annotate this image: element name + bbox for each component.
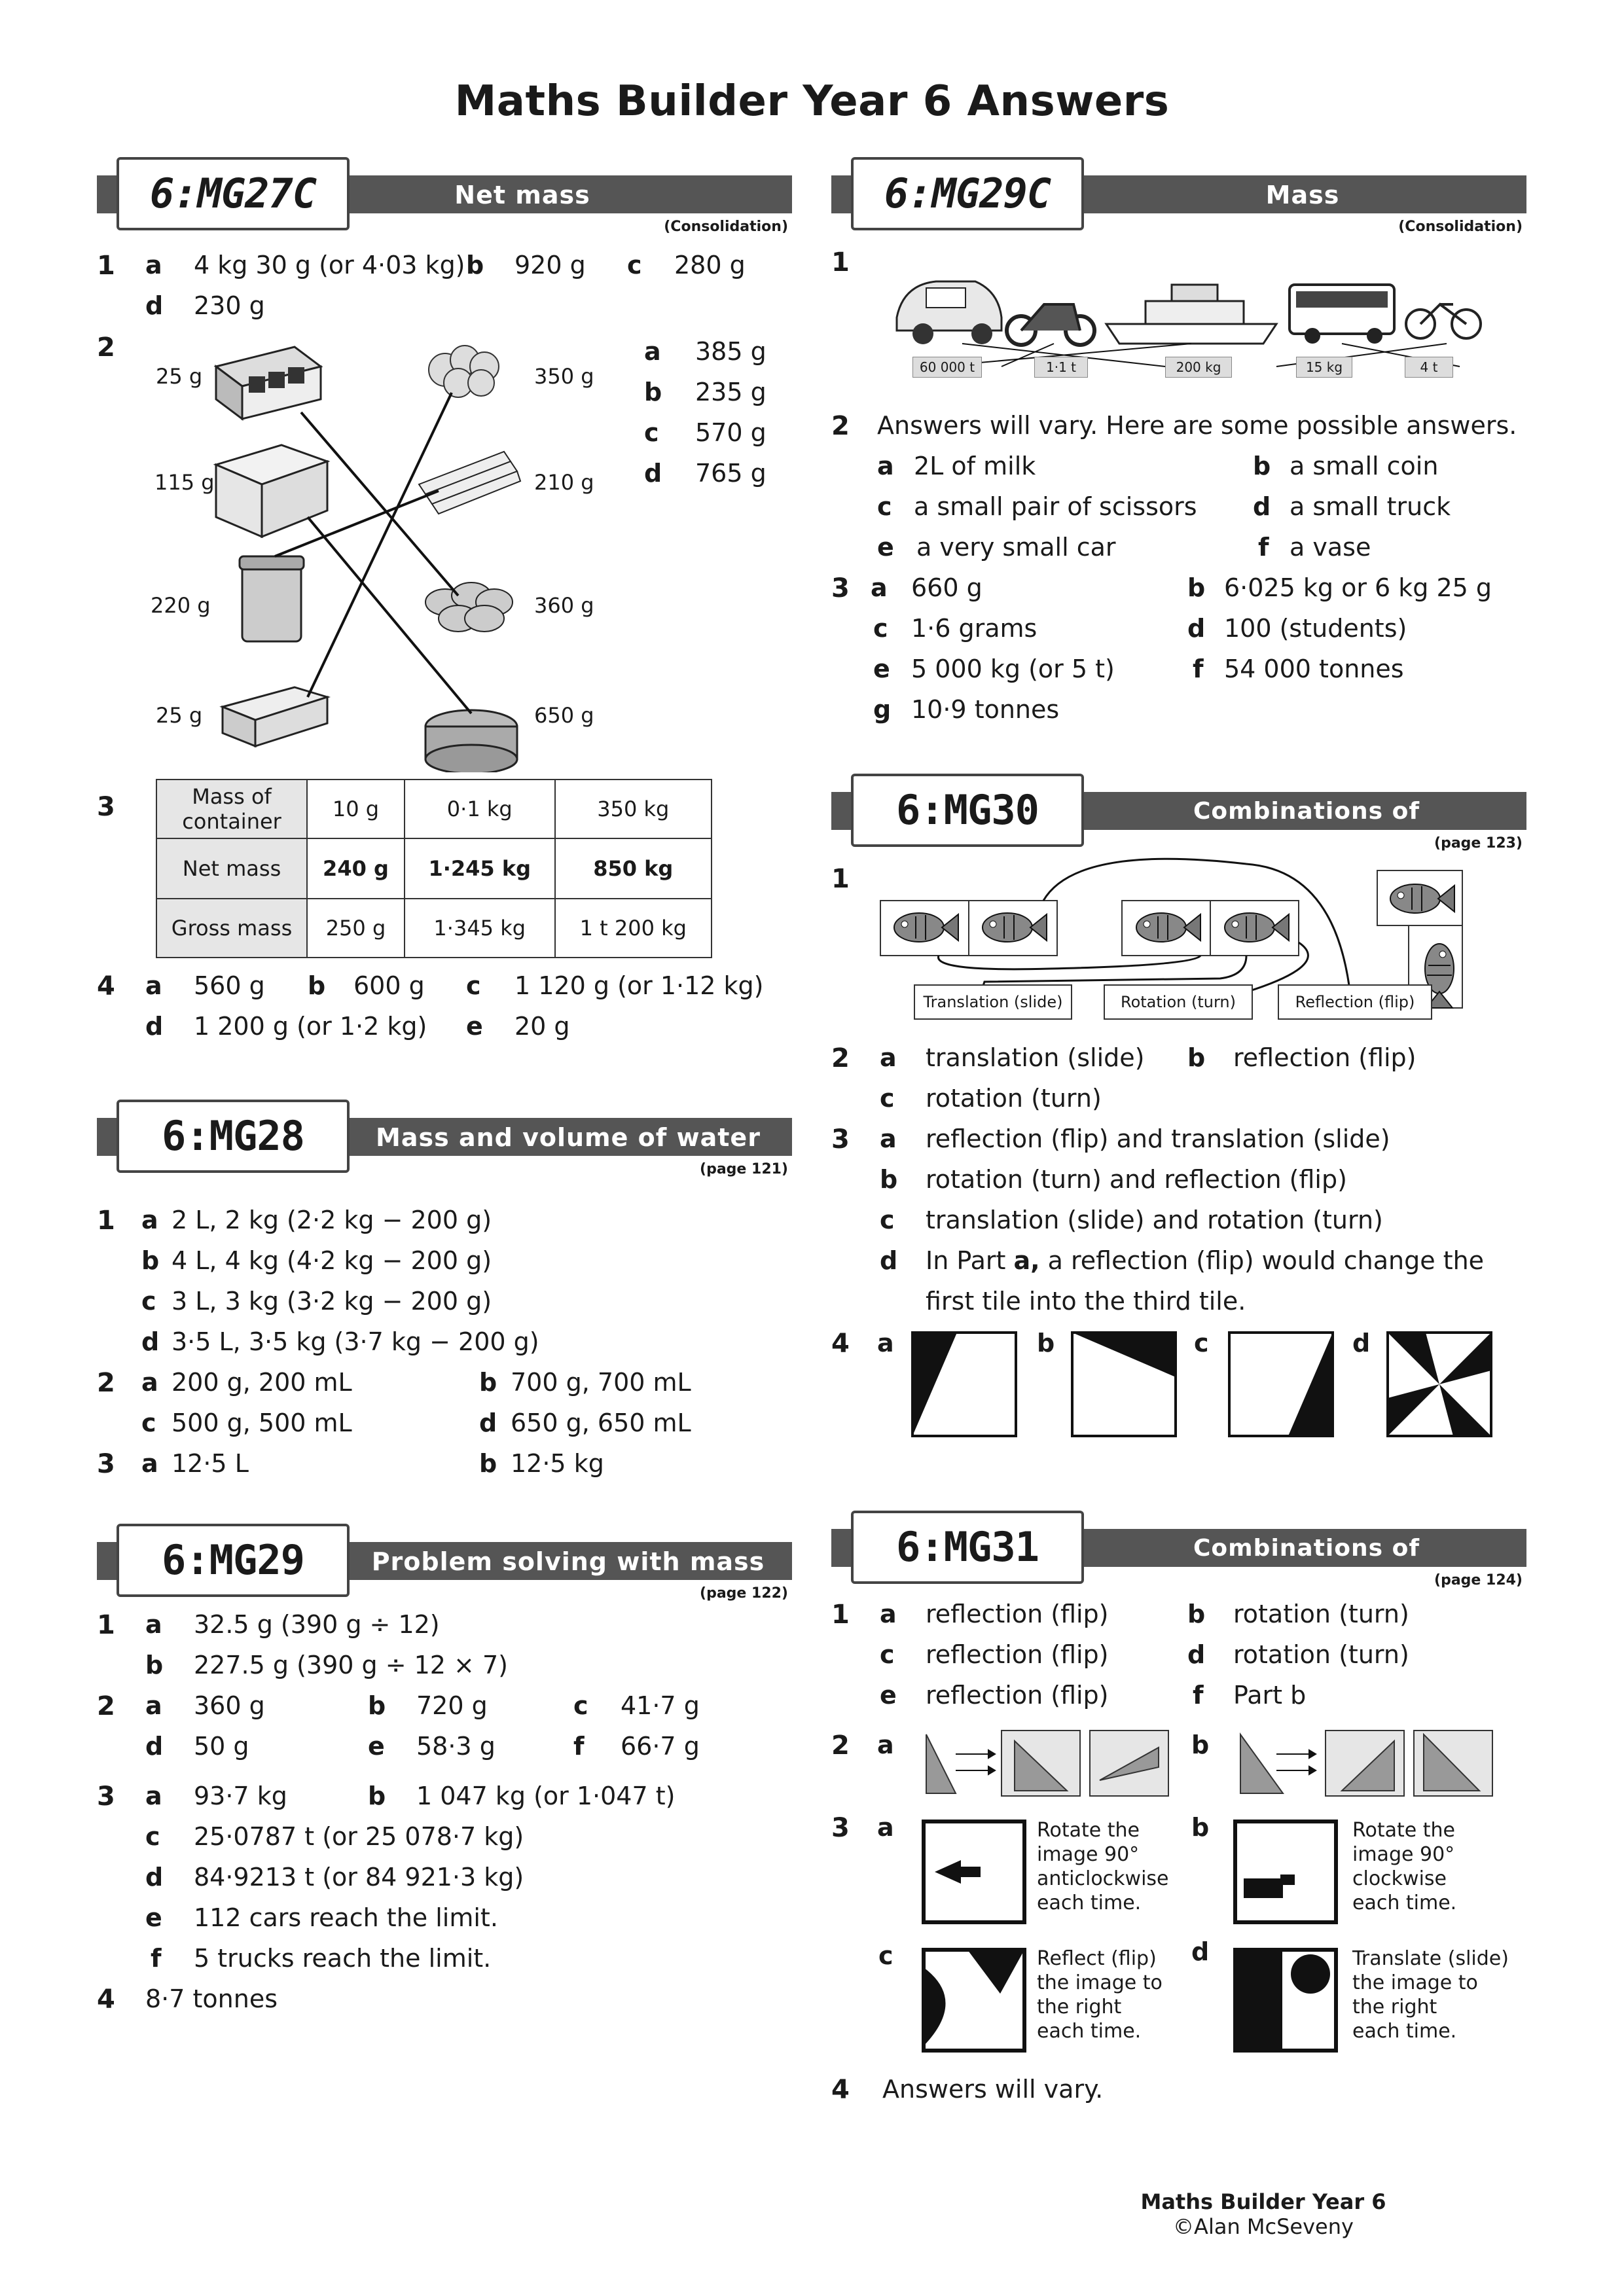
answer-line: b <box>1191 1813 1210 1842</box>
section-header-mg31 <box>831 1511 1526 1598</box>
answer-line: b <box>479 1368 497 1397</box>
section-note: (page 121) <box>700 1161 788 1177</box>
matching-lines <box>275 393 471 713</box>
answer-line: d <box>1253 492 1271 521</box>
matching-diagram <box>196 321 537 772</box>
answer-line: d <box>1187 1640 1206 1669</box>
right-mass-label: 650 g <box>534 703 594 728</box>
section-note: (page 123) <box>1434 835 1523 852</box>
answer-line: c <box>880 1206 895 1234</box>
answer-value: 235 g <box>695 378 767 406</box>
triangle-sequence-a <box>923 1728 1172 1800</box>
cake-box-icon <box>216 445 327 537</box>
table-cell: 850 kg <box>555 838 712 899</box>
answer-value: 385 g <box>695 337 767 366</box>
answer-value: 100 (students) <box>1224 614 1407 643</box>
answer-line: d <box>479 1408 497 1437</box>
answer-line: c <box>145 1822 160 1851</box>
tile-answer-b <box>1071 1331 1177 1437</box>
mass-table <box>156 779 712 958</box>
answer-line: a <box>145 1610 162 1639</box>
question-number: 1 <box>831 864 850 894</box>
answer-value: reflection (flip) <box>1233 1043 1416 1072</box>
answer-line: b <box>368 1782 386 1810</box>
answer-value: rotation (turn) <box>926 1084 1102 1113</box>
answer-value: 500 g, 500 mL <box>171 1408 352 1437</box>
answer-line: e <box>873 655 890 683</box>
question-number: 2 <box>831 411 850 441</box>
table-cell: 10 g <box>307 780 405 838</box>
footer <box>1126 2189 1401 2239</box>
answer-line: f <box>151 1944 162 1973</box>
table-cell: 1 t 200 kg <box>555 899 712 958</box>
answer-line: a <box>880 1043 897 1072</box>
transformation-tag: Translation (slide) <box>914 984 1072 1020</box>
answer-value: 765 g <box>695 459 767 488</box>
section-name: Combinations of transformations <box>1193 1535 1420 1598</box>
row-header: Gross mass <box>156 899 307 958</box>
section-name: Problem solving with mass <box>371 1547 765 1576</box>
answer-value: 200 g, 200 mL <box>171 1368 352 1397</box>
answer-line: a <box>880 1124 897 1153</box>
tile-answer-a <box>911 1331 1017 1437</box>
cake-tin-icon <box>425 710 517 772</box>
answer-value: a vase <box>1290 533 1371 562</box>
answer-line: a <box>141 1368 158 1397</box>
question-number: 2 <box>831 1731 850 1761</box>
answer-line: a <box>871 573 888 602</box>
triangle-sequence-b <box>1237 1728 1499 1800</box>
question-number: 3 <box>831 1813 850 1843</box>
left-mass-label: 25 g <box>156 364 203 389</box>
answer-line: c <box>466 971 481 1000</box>
section-header-mg29c <box>831 157 1526 236</box>
answer-value: 25·0787 t (or 25 078·7 kg) <box>194 1822 524 1851</box>
motorbike-icon <box>1007 304 1094 345</box>
answer-value: 650 g, 650 mL <box>511 1408 691 1437</box>
answer-line: d <box>141 1327 160 1356</box>
question-number: 2 <box>97 1691 115 1721</box>
answer-line: e <box>466 1012 483 1041</box>
answer-value: a very small car <box>916 533 1116 562</box>
answer-value: translation (slide) <box>926 1043 1145 1072</box>
answer-value: 227.5 g (390 g ÷ 12 × 7) <box>194 1651 508 1679</box>
question-number: 1 <box>97 1610 115 1640</box>
answer-line: d <box>145 291 164 320</box>
mass-label: 60 000 t <box>912 357 982 378</box>
answer-line: b <box>479 1449 497 1478</box>
answer-value: 3·5 L, 3·5 kg (3·7 kg − 200 g) <box>171 1327 539 1356</box>
eggs-icon <box>425 583 513 632</box>
mass-label: 200 kg <box>1165 357 1232 378</box>
answer-line: b <box>1253 452 1271 480</box>
answer-line: b <box>1187 573 1206 602</box>
section-note: (Consolidation) <box>664 219 788 235</box>
question-number: 3 <box>831 573 850 603</box>
answer-value: 700 g, 700 mL <box>511 1368 691 1397</box>
bus-icon <box>1290 285 1394 344</box>
section-name: Net mass <box>454 181 590 209</box>
answer-value: 280 g <box>674 251 746 279</box>
jar-icon <box>240 556 304 641</box>
section-code: 6:MG27C <box>117 157 350 230</box>
section-header-mg27c <box>97 157 792 236</box>
question-number: 3 <box>97 792 115 822</box>
section-note: (Consolidation) <box>1398 219 1523 235</box>
answer-intro: Answers will vary. Here are some possible answers. <box>877 411 1517 440</box>
answer-line: d <box>145 1012 164 1041</box>
answer-value: 5 000 kg (or 5 t) <box>911 655 1115 683</box>
answer-line: b <box>308 971 326 1000</box>
footer-copyright: ©Alan McSeveny <box>1173 2214 1354 2239</box>
answer-line: a <box>877 1813 894 1842</box>
answer-value: 41·7 g <box>621 1691 700 1720</box>
answer-line: a <box>145 251 162 279</box>
answer-value: 54 000 tonnes <box>1224 655 1404 683</box>
answer-value: a small truck <box>1290 492 1451 521</box>
table-cell: 240 g <box>307 838 405 899</box>
rotation-tile-b <box>1233 1820 1338 1924</box>
answer-line: b <box>1187 1043 1206 1072</box>
answer-value: rotation (turn) and reflection (flip) <box>926 1165 1347 1194</box>
instruction-text: Rotate the image 90° clockwise each time. <box>1352 1819 1457 1914</box>
section-note: (page 124) <box>1434 1572 1523 1588</box>
answer-line: c <box>873 614 888 643</box>
question-number: 1 <box>97 251 115 281</box>
right-mass-label: 350 g <box>534 364 594 389</box>
question-number: 1 <box>97 1206 115 1236</box>
answer-value: 112 cars reach the limit. <box>194 1903 498 1932</box>
answer-value: reflection (flip) <box>926 1600 1109 1628</box>
answer-line: b <box>141 1246 160 1275</box>
answer-line: e <box>368 1732 385 1761</box>
mass-label: 4 t <box>1405 357 1453 378</box>
section-code: 6:MG29 <box>117 1524 350 1597</box>
answer-line: e <box>877 533 894 562</box>
answer-value: 8·7 tonnes <box>145 1984 278 2013</box>
answer-value: Answers will vary. <box>882 2075 1104 2104</box>
instruction-text: Translate (slide) the image to the right each time. <box>1352 1947 1509 2043</box>
muesli-bars-icon <box>419 452 520 514</box>
answer-value: translation (slide) and rotation (turn) <box>926 1206 1383 1234</box>
answer-value: first tile into the third tile. <box>926 1287 1246 1316</box>
answer-line: b <box>1191 1731 1210 1759</box>
table-cell: 1·245 kg <box>405 838 555 899</box>
question-number: 4 <box>97 1984 115 2015</box>
answer-value: 920 g <box>514 251 586 279</box>
question-number: 4 <box>831 2075 850 2105</box>
muesli-box-icon <box>223 687 327 746</box>
answer-value: 1 047 kg (or 1·047 t) <box>416 1782 676 1810</box>
answer-line: d <box>1187 614 1206 643</box>
answer-line: d <box>644 459 662 488</box>
answer-value: 84·9213 t (or 84 921·3 kg) <box>194 1863 524 1892</box>
section-code: 6:MG29C <box>851 157 1084 230</box>
answer-value: 4 kg 30 g (or 4·03 kg) <box>194 251 465 279</box>
section-code: 6:MG28 <box>117 1100 350 1173</box>
answer-value: 93·7 kg <box>194 1782 287 1810</box>
table-cell: 1·345 kg <box>405 899 555 958</box>
bicycle-icon <box>1406 304 1481 338</box>
question-number: 4 <box>97 971 115 1001</box>
answer-line: c <box>573 1691 588 1720</box>
answer-value: reflection (flip) and translation (slide) <box>926 1124 1390 1153</box>
answer-value: 2L of milk <box>914 452 1036 480</box>
answer-line: b <box>466 251 484 279</box>
answer-value: 660 g <box>911 573 983 602</box>
left-mass-label: 115 g <box>154 470 215 495</box>
answer-line: b <box>1187 1600 1206 1628</box>
row-header: Mass of container <box>156 780 307 838</box>
answer-line: c <box>1194 1329 1209 1357</box>
answer-line: a <box>141 1206 158 1234</box>
section-code: 6:MG31 <box>851 1511 1084 1584</box>
answer-line: a <box>880 1600 897 1628</box>
answer-line: d <box>145 1732 164 1761</box>
mass-label: 15 kg <box>1296 357 1352 378</box>
answer-value: 32.5 g (390 g ÷ 12) <box>194 1610 440 1639</box>
answer-value: 360 g <box>194 1691 265 1720</box>
answer-value: 10·9 tonnes <box>911 695 1060 724</box>
instruction-text: Reflect (flip) the image to the right each time. <box>1037 1947 1163 2043</box>
question-number: 2 <box>97 332 115 363</box>
answer-value: 560 g <box>194 971 265 1000</box>
answer-line: f <box>1258 533 1269 562</box>
answer-line: c <box>627 251 642 279</box>
tile-answer-d <box>1386 1331 1492 1437</box>
question-number: 1 <box>831 247 850 278</box>
answer-value: rotation (turn) <box>1233 1640 1409 1669</box>
answer-value: In Part a, a reflection (flip) would change the <box>926 1246 1485 1275</box>
answer-line: d <box>1191 1937 1210 1966</box>
answer-line: b <box>644 378 662 406</box>
answer-line: b <box>368 1691 386 1720</box>
answer-value: 1 120 g (or 1·12 kg) <box>514 971 764 1000</box>
answer-value: 12·5 L <box>171 1449 249 1478</box>
question-number: 3 <box>97 1782 115 1812</box>
ship-icon <box>1106 285 1276 344</box>
answer-line: a <box>145 971 162 1000</box>
answer-value: 3 L, 3 kg (3·2 kg − 200 g) <box>171 1287 492 1316</box>
answer-line: b <box>145 1651 164 1679</box>
answer-value: 66·7 g <box>621 1732 700 1761</box>
answer-value: 12·5 kg <box>511 1449 604 1478</box>
answer-line: a <box>145 1782 162 1810</box>
answer-value: 2 L, 2 kg (2·2 kg − 200 g) <box>171 1206 492 1234</box>
car-icon <box>897 281 1001 344</box>
lunchbox-icon <box>216 347 321 419</box>
mass-label: 1·1 t <box>1034 357 1088 378</box>
answer-line: g <box>873 695 892 724</box>
answer-line: c <box>644 418 659 447</box>
answer-line: f <box>1193 655 1204 683</box>
answer-value: reflection (flip) <box>926 1640 1109 1669</box>
section-name: Mass <box>1265 181 1340 209</box>
table-cell: 350 kg <box>555 780 712 838</box>
question-number: 4 <box>831 1329 850 1359</box>
answer-value: 570 g <box>695 418 767 447</box>
answer-value: 230 g <box>194 291 265 320</box>
answer-line: e <box>145 1903 162 1932</box>
section-name: Combinations of transformations <box>1193 798 1420 861</box>
rotation-tile-a <box>922 1820 1026 1924</box>
answer-value: 1·6 grams <box>911 614 1038 643</box>
answer-value: 50 g <box>194 1732 249 1761</box>
section-header-mg28 <box>97 1100 792 1178</box>
reflection-tile-c <box>922 1948 1026 2053</box>
question-number: 1 <box>831 1600 850 1630</box>
question-number: 2 <box>831 1043 850 1073</box>
right-mass-label: 210 g <box>534 470 594 495</box>
instruction-text: Rotate the image 90° anticlockwise each time. <box>1037 1819 1169 1914</box>
answer-value: a small pair of scissors <box>914 492 1197 521</box>
answer-line: a <box>877 1329 894 1357</box>
answer-value: 600 g <box>353 971 425 1000</box>
answer-line: c <box>141 1287 156 1316</box>
answer-line: f <box>1193 1681 1204 1710</box>
answer-line: e <box>880 1681 897 1710</box>
answer-value: 1 200 g (or 1·2 kg) <box>194 1012 427 1041</box>
answer-line: d <box>145 1863 164 1892</box>
answer-value: 6·025 kg or 6 kg 25 g <box>1224 573 1492 602</box>
answer-line: a <box>141 1449 158 1478</box>
answer-value: a small coin <box>1290 452 1439 480</box>
answer-value: 5 trucks reach the limit. <box>194 1944 492 1973</box>
answer-value: rotation (turn) <box>1233 1600 1409 1628</box>
answer-value: 20 g <box>514 1012 570 1041</box>
question-number: 3 <box>831 1124 850 1155</box>
section-header-mg30 <box>831 774 1526 861</box>
answer-line: c <box>880 1084 895 1113</box>
left-mass-label: 220 g <box>151 593 211 618</box>
balls-icon <box>429 346 499 397</box>
table-cell: 250 g <box>307 899 405 958</box>
section-note: (page 122) <box>700 1585 788 1602</box>
answer-line: a <box>877 452 894 480</box>
section-code: 6:MG30 <box>851 774 1084 847</box>
answer-value: 4 L, 4 kg (4·2 kg − 200 g) <box>171 1246 492 1275</box>
row-header: Net mass <box>156 838 307 899</box>
answer-line: a <box>145 1691 162 1720</box>
answer-line: c <box>878 1941 893 1970</box>
question-number: 2 <box>97 1368 115 1398</box>
answer-value: Part b <box>1233 1681 1307 1710</box>
tile-answer-c <box>1228 1331 1334 1437</box>
page-title: Maths Builder Year 6 Answers <box>454 77 1170 126</box>
translation-tile-d <box>1233 1948 1338 2053</box>
answer-line: a <box>877 1731 894 1759</box>
footer-title: Maths Builder Year 6 <box>1140 2189 1386 2214</box>
left-mass-label: 25 g <box>156 703 203 728</box>
answer-line: c <box>141 1408 156 1437</box>
section-name: Mass and volume of water <box>376 1123 761 1152</box>
answer-line: c <box>877 492 892 521</box>
table-cell: 0·1 kg <box>405 780 555 838</box>
answer-line: b <box>880 1165 898 1194</box>
transformation-tag: Reflection (flip) <box>1278 984 1432 1020</box>
answer-value: 720 g <box>416 1691 488 1720</box>
right-mass-label: 360 g <box>534 593 594 618</box>
question-number: 3 <box>97 1449 115 1479</box>
answer-line: b <box>1037 1329 1055 1357</box>
answer-value: reflection (flip) <box>926 1681 1109 1710</box>
answer-line: c <box>880 1640 895 1669</box>
answer-line: d <box>880 1246 898 1275</box>
section-header-mg29 <box>97 1524 792 1602</box>
answer-line: a <box>644 337 661 366</box>
answer-value: 58·3 g <box>416 1732 496 1761</box>
transformation-tag: Rotation (turn) <box>1104 984 1253 1020</box>
answer-line: d <box>1352 1329 1371 1357</box>
answer-line: f <box>573 1732 585 1761</box>
